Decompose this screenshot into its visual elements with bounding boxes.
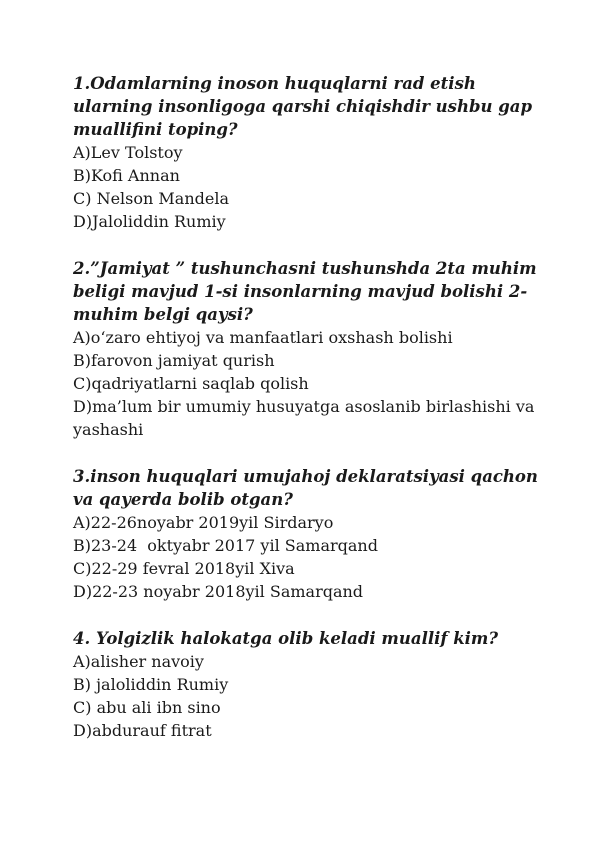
- answer-option-b: B) jaloliddin Rumiy: [73, 675, 229, 694]
- question-2: [73, 257, 543, 441]
- question-text: 1.Odamlarning inoson huquqlarni rad etish ularning insonligoga qarshi chiqishdir ushbu gap muallifini toping?: [73, 74, 532, 139]
- answer-option-c: C) Nelson Mandela: [73, 189, 229, 208]
- answer-option-c: C)qadriyatlarni saqlab qolish: [73, 374, 309, 393]
- answer-option-a: A)alisher navoiy: [73, 652, 204, 671]
- answer-option-b: B)farovon jamiyat qurish: [73, 351, 275, 370]
- question-text: 2.”Jamiyat ” tushunchasni tushunshda 2ta muhim beligi mavjud 1-si insonlarning mavjud bolishi 2-muhim belgi qaysi?: [73, 259, 537, 324]
- question-4: [73, 627, 543, 742]
- answer-option-c: C) abu ali ibn sino: [73, 698, 221, 717]
- answer-option-a: A)o‘zaro ehtiyoj va manfaatlari oxshash bolishi: [73, 328, 453, 347]
- answer-option-d: D)22-23 noyabr 2018yil Samarqand: [73, 582, 364, 601]
- answer-option-d: D)Jaloliddin Rumiy: [73, 212, 226, 231]
- answer-option-d: D)ma’lum bir umumiy husuyatga asoslanib birlashishi va yashashi: [73, 397, 540, 439]
- question-3: [73, 465, 543, 603]
- quiz-document: [73, 72, 543, 766]
- question-1: [73, 72, 543, 233]
- question-text: 4. Yolgizlik halokatga olib keladi muallif kim?: [73, 629, 499, 648]
- answer-option-d: D)abdurauf fitrat: [73, 721, 212, 740]
- answer-option-b: B)23-24 oktyabr 2017 yil Samarqand: [73, 536, 378, 555]
- question-text: 3.inson huquqlari umujahoj deklaratsiyasi qachon va qayerda bolib otgan?: [73, 467, 538, 509]
- answer-option-c: C)22-29 fevral 2018yil Xiva: [73, 559, 295, 578]
- answer-option-b: B)Kofi Annan: [73, 166, 180, 185]
- answer-option-a: A)Lev Tolstoy: [73, 143, 183, 162]
- answer-option-a: A)22-26noyabr 2019yil Sirdaryo: [73, 513, 334, 532]
